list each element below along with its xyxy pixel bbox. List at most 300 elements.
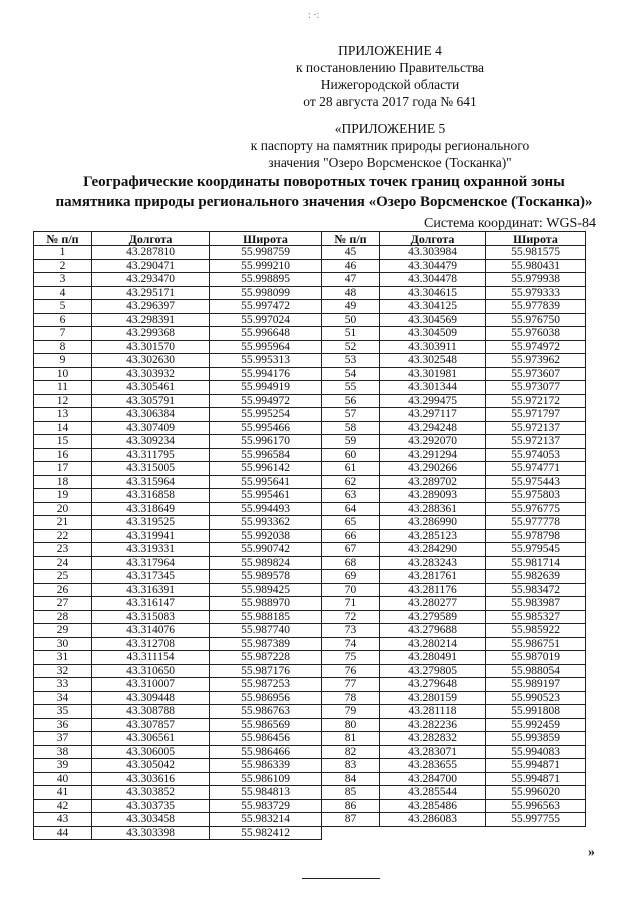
- table-cell: 46: [322, 259, 380, 273]
- table-cell: 78: [322, 691, 380, 705]
- table-cell: 43.296397: [92, 300, 210, 314]
- table-cell: 55: [322, 381, 380, 395]
- table-cell: 43.315083: [92, 610, 210, 624]
- appendix-line: Нижегородской области: [320, 77, 460, 92]
- table-cell: 43.290471: [92, 259, 210, 273]
- table-cell: 43.290266: [380, 462, 486, 476]
- table-cell: 43.319941: [92, 529, 210, 543]
- table-cell: 55.977778: [486, 516, 586, 530]
- table-cell: 55.985327: [486, 610, 586, 624]
- footer-divider: [302, 878, 380, 879]
- table-cell: 55.994919: [210, 381, 322, 395]
- table-cell: 43.282832: [380, 732, 486, 746]
- table-cell: 55.976750: [486, 313, 586, 327]
- table-cell: 55.986763: [210, 705, 322, 719]
- table-cell: 55.994493: [210, 502, 322, 516]
- continuation-mark: »: [588, 845, 595, 860]
- table-cell: 55.984813: [210, 786, 322, 800]
- table-cell: 86: [322, 799, 380, 813]
- table-cell: [380, 826, 486, 840]
- table-cell: 55.971797: [486, 408, 586, 422]
- table-cell: 25: [34, 570, 92, 584]
- table-cell: 40: [34, 772, 92, 786]
- table-cell: 55.986109: [210, 772, 322, 786]
- table-row: [34, 421, 586, 435]
- table-cell: [486, 826, 586, 840]
- table-row: [34, 300, 586, 314]
- table-cell: 43.317345: [92, 570, 210, 584]
- table-row: [34, 340, 586, 354]
- table-cell: 55.979938: [486, 273, 586, 287]
- table-cell: 43.303932: [92, 367, 210, 381]
- table-cell: 83: [322, 759, 380, 773]
- table-cell: 2: [34, 259, 92, 273]
- table-cell: 33: [34, 678, 92, 692]
- table-cell: 43.281761: [380, 570, 486, 584]
- table-cell: 55.996142: [210, 462, 322, 476]
- table-cell: 43.311795: [92, 448, 210, 462]
- table-cell: 26: [34, 583, 92, 597]
- table-cell: 10: [34, 367, 92, 381]
- table-cell: 43.303398: [92, 826, 210, 840]
- table-cell: 48: [322, 286, 380, 300]
- table-cell: 55.995313: [210, 354, 322, 368]
- table-cell: 55.983214: [210, 813, 322, 827]
- table-cell: 6: [34, 313, 92, 327]
- table-cell: 16: [34, 448, 92, 462]
- table-cell: 37: [34, 732, 92, 746]
- table-cell: 43.295171: [92, 286, 210, 300]
- table-cell: 43.306384: [92, 408, 210, 422]
- table-cell: 43.303735: [92, 799, 210, 813]
- table-row: [34, 772, 586, 786]
- table-cell: 43.301981: [380, 367, 486, 381]
- table-cell: 55.995641: [210, 475, 322, 489]
- table-cell: 43.280277: [380, 597, 486, 611]
- table-cell: 74: [322, 637, 380, 651]
- table-cell: 55.974053: [486, 448, 586, 462]
- table-cell: 43.304479: [380, 259, 486, 273]
- table-cell: 43.303616: [92, 772, 210, 786]
- table-cell: 55.987176: [210, 664, 322, 678]
- table-row: [34, 408, 586, 422]
- table-cell: 55.989578: [210, 570, 322, 584]
- table-cell: 55.979545: [486, 543, 586, 557]
- table-cell: 43.283071: [380, 745, 486, 759]
- table-cell: 24: [34, 556, 92, 570]
- table-cell: 43.280214: [380, 637, 486, 651]
- table-cell: 55.993859: [486, 732, 586, 746]
- table-cell: 57: [322, 408, 380, 422]
- table-cell: 43.309234: [92, 435, 210, 449]
- table-cell: 43.289702: [380, 475, 486, 489]
- table-cell: 43.316147: [92, 597, 210, 611]
- table-cell: 85: [322, 786, 380, 800]
- table-cell: 43.283243: [380, 556, 486, 570]
- table-cell: 43.317964: [92, 556, 210, 570]
- table-cell: 60: [322, 448, 380, 462]
- coordinates-table: [33, 231, 586, 840]
- table-cell: 55.987740: [210, 624, 322, 638]
- table-cell: 43.279688: [380, 624, 486, 638]
- table-row: [34, 813, 586, 827]
- table-row: [34, 475, 586, 489]
- table-cell: 55.973607: [486, 367, 586, 381]
- title-line: памятника природы регионального значения «Озеро Ворсменское (Тосканка)»: [55, 194, 593, 210]
- table-cell: 30: [34, 637, 92, 651]
- table-cell: 55.995461: [210, 489, 322, 503]
- table-header-row: [34, 232, 586, 246]
- table-cell: 79: [322, 705, 380, 719]
- table-cell: 43.306561: [92, 732, 210, 746]
- table-cell: 55.986456: [210, 732, 322, 746]
- table-cell: 43.305461: [92, 381, 210, 395]
- table-cell: 11: [34, 381, 92, 395]
- table-row: [34, 448, 586, 462]
- table-row: [34, 799, 586, 813]
- table-row: [34, 637, 586, 651]
- table-cell: 55.983987: [486, 597, 586, 611]
- table-cell: 43.281118: [380, 705, 486, 719]
- table-cell: 27: [34, 597, 92, 611]
- table-cell: 55.986466: [210, 745, 322, 759]
- table-cell: 43.310650: [92, 664, 210, 678]
- table-cell: 55.996170: [210, 435, 322, 449]
- table-row: [34, 246, 586, 260]
- table-cell: 43.288361: [380, 502, 486, 516]
- table-cell: 55.992038: [210, 529, 322, 543]
- table-cell: 44: [34, 826, 92, 840]
- table-row: [34, 381, 586, 395]
- table-cell: 55.998759: [210, 246, 322, 260]
- table-cell: 55.980431: [486, 259, 586, 273]
- table-cell: 69: [322, 570, 380, 584]
- table-cell: 45: [322, 246, 380, 260]
- table-cell: 43.304125: [380, 300, 486, 314]
- table-cell: 55.987253: [210, 678, 322, 692]
- table-row: [34, 502, 586, 516]
- table-row: [34, 691, 586, 705]
- table-cell: 55.983472: [486, 583, 586, 597]
- table-cell: 43.304569: [380, 313, 486, 327]
- table-cell: 55.990523: [486, 691, 586, 705]
- table-cell: 54: [322, 367, 380, 381]
- table-cell: 43.307857: [92, 718, 210, 732]
- table-cell: 9: [34, 354, 92, 368]
- table-cell: 59: [322, 435, 380, 449]
- table-cell: 8: [34, 340, 92, 354]
- table-cell: 55.995466: [210, 421, 322, 435]
- column-header: Долгота: [92, 232, 210, 246]
- table-cell: 43.287810: [92, 246, 210, 260]
- table-cell: 55.997024: [210, 313, 322, 327]
- table-cell: 49: [322, 300, 380, 314]
- table-cell: 43.301570: [92, 340, 210, 354]
- table-cell: 56: [322, 394, 380, 408]
- table-cell: 73: [322, 624, 380, 638]
- table-row: [34, 732, 586, 746]
- table-cell: 43.311154: [92, 651, 210, 665]
- table-cell: 23: [34, 543, 92, 557]
- table-cell: 43.284700: [380, 772, 486, 786]
- table-cell: 28: [34, 610, 92, 624]
- table-cell: 55.987019: [486, 651, 586, 665]
- table-cell: 15: [34, 435, 92, 449]
- passport-line: значения "Озеро Ворсменское (Тосканка)": [268, 155, 512, 170]
- table-cell: 55.972137: [486, 421, 586, 435]
- table-row: [34, 745, 586, 759]
- table-cell: 35: [34, 705, 92, 719]
- table-cell: 55.983729: [210, 799, 322, 813]
- table-cell: 43.283655: [380, 759, 486, 773]
- passport-line: к паспорту на памятник природы регионального: [250, 138, 530, 153]
- table-row: [34, 570, 586, 584]
- table-row: [34, 786, 586, 800]
- table-cell: 43.284290: [380, 543, 486, 557]
- table-cell: 55.996584: [210, 448, 322, 462]
- table-cell: 1: [34, 246, 92, 260]
- table-cell: 43.297117: [380, 408, 486, 422]
- table-cell: 55.974972: [486, 340, 586, 354]
- table-cell: 47: [322, 273, 380, 287]
- table-row: [34, 286, 586, 300]
- table-cell: 20: [34, 502, 92, 516]
- table-cell: 43.318649: [92, 502, 210, 516]
- table-cell: 55.994972: [210, 394, 322, 408]
- table-row: [34, 354, 586, 368]
- table-cell: 21: [34, 516, 92, 530]
- table-cell: 55.998895: [210, 273, 322, 287]
- table-cell: 38: [34, 745, 92, 759]
- scan-artifact: : ·:: [308, 10, 320, 21]
- table-cell: 43.289093: [380, 489, 486, 503]
- appendix-header: [200, 42, 580, 110]
- table-cell: 55.982412: [210, 826, 322, 840]
- table-cell: 43.304509: [380, 327, 486, 341]
- table-cell: 55.986751: [486, 637, 586, 651]
- table-cell: 19: [34, 489, 92, 503]
- column-header: Широта: [486, 232, 586, 246]
- table-row: [34, 367, 586, 381]
- table-cell: 43.304478: [380, 273, 486, 287]
- table-cell: 43.319331: [92, 543, 210, 557]
- table-cell: 51: [322, 327, 380, 341]
- table-cell: 55.976775: [486, 502, 586, 516]
- table-cell: 65: [322, 516, 380, 530]
- table-cell: 43.303911: [380, 340, 486, 354]
- passport-header: [200, 120, 580, 171]
- table-row: [34, 597, 586, 611]
- table-row: [34, 556, 586, 570]
- table-cell: 43.307409: [92, 421, 210, 435]
- table-cell: 80: [322, 718, 380, 732]
- table-cell: 55.972172: [486, 394, 586, 408]
- table-row: [34, 583, 586, 597]
- table-cell: 55.996020: [486, 786, 586, 800]
- table-cell: 55.973077: [486, 381, 586, 395]
- title-line: Географические координаты поворотных точек границ охранной зоны: [83, 174, 565, 190]
- table-cell: 55.986956: [210, 691, 322, 705]
- table-cell: 55.975803: [486, 489, 586, 503]
- table-cell: 53: [322, 354, 380, 368]
- table-cell: 55.976038: [486, 327, 586, 341]
- table-row: [34, 259, 586, 273]
- table-cell: 43.281176: [380, 583, 486, 597]
- table-cell: 55.978798: [486, 529, 586, 543]
- table-cell: 43.292070: [380, 435, 486, 449]
- table-cell: 43.286990: [380, 516, 486, 530]
- table-row: [34, 678, 586, 692]
- table-cell: 43.303458: [92, 813, 210, 827]
- table-cell: 55.995964: [210, 340, 322, 354]
- document-title: [20, 172, 628, 212]
- table-cell: 55.988185: [210, 610, 322, 624]
- table-cell: 3: [34, 273, 92, 287]
- table-row: [34, 664, 586, 678]
- coordinate-system-label: Система координат: WGS-84: [424, 216, 596, 231]
- table-row: [34, 394, 586, 408]
- table-row: [34, 705, 586, 719]
- table-cell: 55.986339: [210, 759, 322, 773]
- table-cell: 34: [34, 691, 92, 705]
- table-cell: 55.985922: [486, 624, 586, 638]
- table-cell: 55.981575: [486, 246, 586, 260]
- table-cell: 68: [322, 556, 380, 570]
- table-cell: 55.992459: [486, 718, 586, 732]
- column-header: № п/п: [34, 232, 92, 246]
- table-cell: 43.312708: [92, 637, 210, 651]
- table-cell: 43.285486: [380, 799, 486, 813]
- table-cell: 55.979333: [486, 286, 586, 300]
- table-cell: 72: [322, 610, 380, 624]
- table-cell: 43.291294: [380, 448, 486, 462]
- table-row: [34, 610, 586, 624]
- table-cell: 55.987389: [210, 637, 322, 651]
- table-row: [34, 543, 586, 557]
- table-row: [34, 462, 586, 476]
- table-cell: 55.988054: [486, 664, 586, 678]
- table-cell: 43.279648: [380, 678, 486, 692]
- table-row: [34, 489, 586, 503]
- table-cell: 66: [322, 529, 380, 543]
- table-cell: 43.308788: [92, 705, 210, 719]
- table-row: [34, 435, 586, 449]
- table-cell: 81: [322, 732, 380, 746]
- table-cell: 55.994871: [486, 772, 586, 786]
- table-row: [34, 826, 586, 840]
- table-cell: 43.305791: [92, 394, 210, 408]
- table-cell: 39: [34, 759, 92, 773]
- table-cell: 43.316391: [92, 583, 210, 597]
- table-cell: 58: [322, 421, 380, 435]
- table-cell: 55.972137: [486, 435, 586, 449]
- table-cell: 67: [322, 543, 380, 557]
- table-cell: 43.302630: [92, 354, 210, 368]
- table-row: [34, 273, 586, 287]
- table-cell: 55.989197: [486, 678, 586, 692]
- table-cell: 55.991808: [486, 705, 586, 719]
- table-cell: 43.279589: [380, 610, 486, 624]
- table-cell: 55.974771: [486, 462, 586, 476]
- table-cell: 14: [34, 421, 92, 435]
- table-cell: 55.989425: [210, 583, 322, 597]
- table-cell: 43.301344: [380, 381, 486, 395]
- appendix-line: к постановлению Правительства: [295, 60, 485, 75]
- table-cell: 36: [34, 718, 92, 732]
- table-cell: 43.309448: [92, 691, 210, 705]
- table-cell: 77: [322, 678, 380, 692]
- column-header: № п/п: [322, 232, 380, 246]
- table-cell: 55.981714: [486, 556, 586, 570]
- table-cell: 43.305042: [92, 759, 210, 773]
- table-cell: 55.996648: [210, 327, 322, 341]
- table-cell: 62: [322, 475, 380, 489]
- table-cell: 43.302548: [380, 354, 486, 368]
- table-cell: 43.303984: [380, 246, 486, 260]
- table-cell: 55.975443: [486, 475, 586, 489]
- table-row: [34, 718, 586, 732]
- table-cell: 43.315964: [92, 475, 210, 489]
- table-cell: 17: [34, 462, 92, 476]
- table-row: [34, 516, 586, 530]
- table-cell: 43.306005: [92, 745, 210, 759]
- table-cell: 55.977839: [486, 300, 586, 314]
- table-cell: 50: [322, 313, 380, 327]
- table-cell: 55.997755: [486, 813, 586, 827]
- table-cell: 43.280159: [380, 691, 486, 705]
- table-cell: 43.298391: [92, 313, 210, 327]
- table-cell: 43.319525: [92, 516, 210, 530]
- appendix-title: ПРИЛОЖЕНИЕ 4: [338, 43, 442, 58]
- table-cell: 70: [322, 583, 380, 597]
- table-cell: 55.973962: [486, 354, 586, 368]
- table-cell: 64: [322, 502, 380, 516]
- table-row: [34, 529, 586, 543]
- table-cell: 43.282236: [380, 718, 486, 732]
- table-cell: 4: [34, 286, 92, 300]
- table-cell: 43.286083: [380, 813, 486, 827]
- table-cell: 43.280491: [380, 651, 486, 665]
- table-row: [34, 759, 586, 773]
- table-row: [34, 313, 586, 327]
- table-cell: 42: [34, 799, 92, 813]
- table-cell: 12: [34, 394, 92, 408]
- table-cell: 55.986569: [210, 718, 322, 732]
- table-cell: 82: [322, 745, 380, 759]
- table-cell: 55.982639: [486, 570, 586, 584]
- table-cell: 63: [322, 489, 380, 503]
- table-cell: 43.294248: [380, 421, 486, 435]
- table-cell: 55.994176: [210, 367, 322, 381]
- table-cell: 75: [322, 651, 380, 665]
- table-cell: 43.303852: [92, 786, 210, 800]
- table-cell: 87: [322, 813, 380, 827]
- table-cell: 43.310007: [92, 678, 210, 692]
- table-cell: 55.996563: [486, 799, 586, 813]
- table-cell: 84: [322, 772, 380, 786]
- table-cell: 43.315005: [92, 462, 210, 476]
- table-cell: 55.990742: [210, 543, 322, 557]
- table-cell: 52: [322, 340, 380, 354]
- table-cell: 43: [34, 813, 92, 827]
- column-header: Долгота: [380, 232, 486, 246]
- passport-title: «ПРИЛОЖЕНИЕ 5: [334, 121, 446, 136]
- table-cell: 43.285544: [380, 786, 486, 800]
- table-cell: 43.316858: [92, 489, 210, 503]
- table-row: [34, 624, 586, 638]
- table-cell: 7: [34, 327, 92, 341]
- table-cell: 22: [34, 529, 92, 543]
